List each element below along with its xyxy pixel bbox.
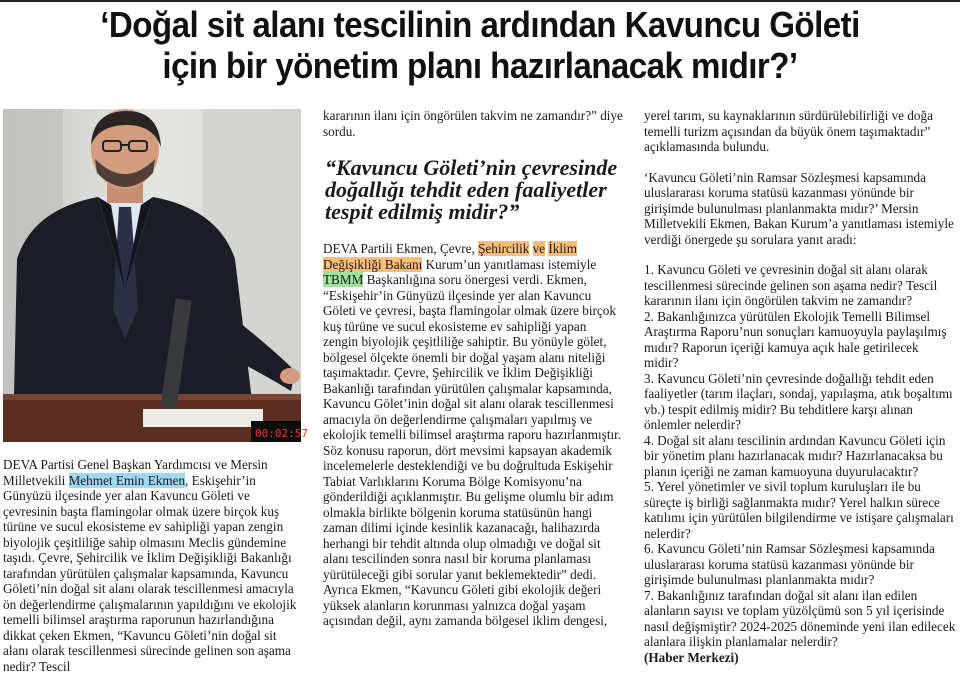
question-1: 1. Kavuncu Göleti ve çevresinin doğal sit alanı olarak tescillenmesi sürecinde gelinen son aşama nedir? Tescil kararının ilanı için öngörülen takvim ne zamandır? bbox=[644, 262, 938, 308]
highlighted-name: Mehmet Emin Ekmen bbox=[68, 472, 186, 488]
headline bbox=[38, 4, 921, 86]
question-5: 5. Yerel yönetimler ve sivil toplum kuruluşları ile bu süreçte iş birliği sağlanmakta mıdır? Yerel halkın sürece katılımı için yürütülen bilgilendirme ve istişare çalışmaları nelerdir? bbox=[644, 479, 954, 541]
highlight-sehircilik: Şehircilik bbox=[478, 241, 530, 256]
question-4: 4. Doğal sit alanı tescilinin ardından Kavuncu Göleti için bir yönetim planı hazırlanacak mıdır? Hazırlanacaksa bu planın içeriği ne zaman kamuoyuna duyurulacaktır? bbox=[644, 432, 946, 479]
continuation-paragraph: kararının ilanı için öngörülen takvim ne zamandır?” diye sordu. bbox=[323, 108, 623, 139]
photo-caption-column bbox=[3, 457, 301, 674]
question-7: 7. Bakanlığınız tarafından doğal sit alanı ilan edilen alanların sayısı ve toplam yüzölçümü son 5 yıl içerisinde nasıl değişmiştir? 2024-2025 döneminde yeni ilan edilecek alanlara ilişkin planlamalar nelerdir? bbox=[644, 587, 956, 649]
body-paragraph-4: ‘Kavuncu Göleti’nin Ramsar Sözleşmesi kapsamında uluslararası koruma statüsü kazanması yönünde bir girişimde bulunulması planlanmakta mıdır?’ Mersin Milletvekili Ekmen, Bakan Kurum’a yanıtlaması istemiyle verdiği önergede şu sorulara yanıt aradı: bbox=[644, 169, 954, 247]
question-3: 3. Kavuncu Göleti’nin çevresinde doğallığı tehdit eden faaliyetler (tarım ilaçları, sondaj, yapılaşma, atık boşaltımı vb.) tespit edilmiş midir? Bu tehditlere karşı alınan önlemler nelerdir? bbox=[644, 370, 953, 432]
body-paragraph-3: yerel tarım, su kaynaklarının sürdürülebilirliği ve doğa temelli turizm açısından da büyük önem taşımaktadır” açıklamasında bulundu. bbox=[644, 108, 933, 154]
middle-column bbox=[323, 108, 623, 629]
question-6: 6. Kavuncu Göleti’nin Ramsar Sözleşmesi kapsamında uluslararası koruma statüsü kazanması yönünde bir girişimde bulunulması planlanmakta mıdır? bbox=[644, 541, 935, 587]
subheading: “Kavuncu Göleti’nin çevresinde doğallığı tehdit eden faaliyetler tespit edilmiş midir?” bbox=[325, 155, 618, 224]
highlight-ve: ve bbox=[532, 241, 546, 256]
podium-timer: 00:02:57 bbox=[255, 427, 308, 440]
body-paragraph-2: Ayrıca Ekmen, “Kavuncu Göleti gibi ekolojik değeri yüksek alanların korunması yalnızca doğal yaşam açısından değil, aynı zamanda bölgesel iklim dengesi, bbox=[323, 582, 608, 628]
signoff: (Haber Merkezi) bbox=[644, 649, 739, 665]
body-paragraph-1: DEVA Partili Ekmen, Çevre, Şehircilik ve İklim Değişikliği Bakanı Kurum’un yanıtlaması istemiyle TBMM Başkanlığına soru önergesi verdi. Ekmen, “Eskişehir’in Günyüzü ilçesinde yer alan Kavuncu Göleti ve çevresi, başta flamingolar olmak üzere birçok kuş türüne ve sucul ekosisteme ev sahipliği yapan zengin biyolojik çeşitliliğe sahiptir. Bu yönüyle gölet, bölgesel ölçekte önemli bir doğal yaşam alanı niteliği taşımaktadır. Çevre, Şehircilik ve İklim Değişikliği Bakanlığı tarafından yürütülen çalışmalar kapsamında, Kavuncu Gölet’inin doğal sit alanı olarak tescillenmesi amacıyla ön değerlendirme çalışmaları yapılmış ve ekolojik temelli bilimsel araştırma raporu hazırlanmıştır. Söz konusu raporun, dört mevsimi kapsayan akademik incelemelerle desteklendiği ve bu doğrultuda Eskişehir Tabiat Varlıklarını Koruma Bölge Komisyonu’na gönderildiği açıklanmıştır. Bu gelişme olumlu bir adım olmakla birlikte bölgenin koruma statüsünün hangi zaman dilimi içinde kesinlik kazanacağı, halihazırda herhangi bir tehdit altında olup olmadığı ve doğal sit alanı tescilinden sonra nasıl bir koruma planlaması yürütüleceği gibi sorular yanıt beklemektedir” dedi. bbox=[323, 241, 622, 582]
news-photo bbox=[3, 109, 308, 442]
question-2: 2. Bakanlığınızca yürütülen Ekolojik Temelli Bilimsel Araştırma Raporu’nun sonuçları kamuoyuyla paylaşılmış mıdır? Raporun içeriği kamuya açık hale getirilecek midir? bbox=[644, 308, 947, 370]
top-rule bbox=[0, 0, 960, 2]
highlight-iklim-bakani: İklim Değişikliği Bakanı bbox=[323, 241, 577, 272]
right-column bbox=[644, 108, 956, 665]
headline-line-2: için bir yönetim planı hazırlanacak mıdır?’ bbox=[162, 45, 798, 86]
speaker-at-podium-illustration bbox=[3, 109, 308, 442]
highlight-tbmm: TBMM bbox=[323, 272, 364, 287]
intro-paragraph: DEVA Partisi Genel Başkan Yardımcısı ve Mersin Milletvekili Mehmet Emin Ekmen, Eskişehir’in Günyüzü ilçesinde yer alan Kavuncu Göleti ve çevresinin başta flamingolar olmak üzere birçok kuş türüne ve sucul ekosisteme ev sahipliği yapan zengin biyolojik çeşitliliğe sahip olmasını Meclis gündemine taşıdı. Çevre, Şehircilik ve İklim Değişikliği Bakanlığı tarafından yürütülen çalışmalar kapsamında, Kavuncu Göleti’nin doğal sit alanı olarak tescillenmesi amacıyla ön değerlendirme çalışmalarının yapıldığını ve ekolojik temelli bilimsel araştırma raporunun hazırlandığına dikkat çeken Ekmen, “Kavuncu Göleti’nin doğal sit alanı olarak tescillenmesi sürecinde gelinen son aşama nedir? Tescil bbox=[3, 457, 297, 674]
headline-line-1: ‘Doğal sit alanı tescilinin ardından Kavuncu Göleti bbox=[100, 4, 860, 45]
